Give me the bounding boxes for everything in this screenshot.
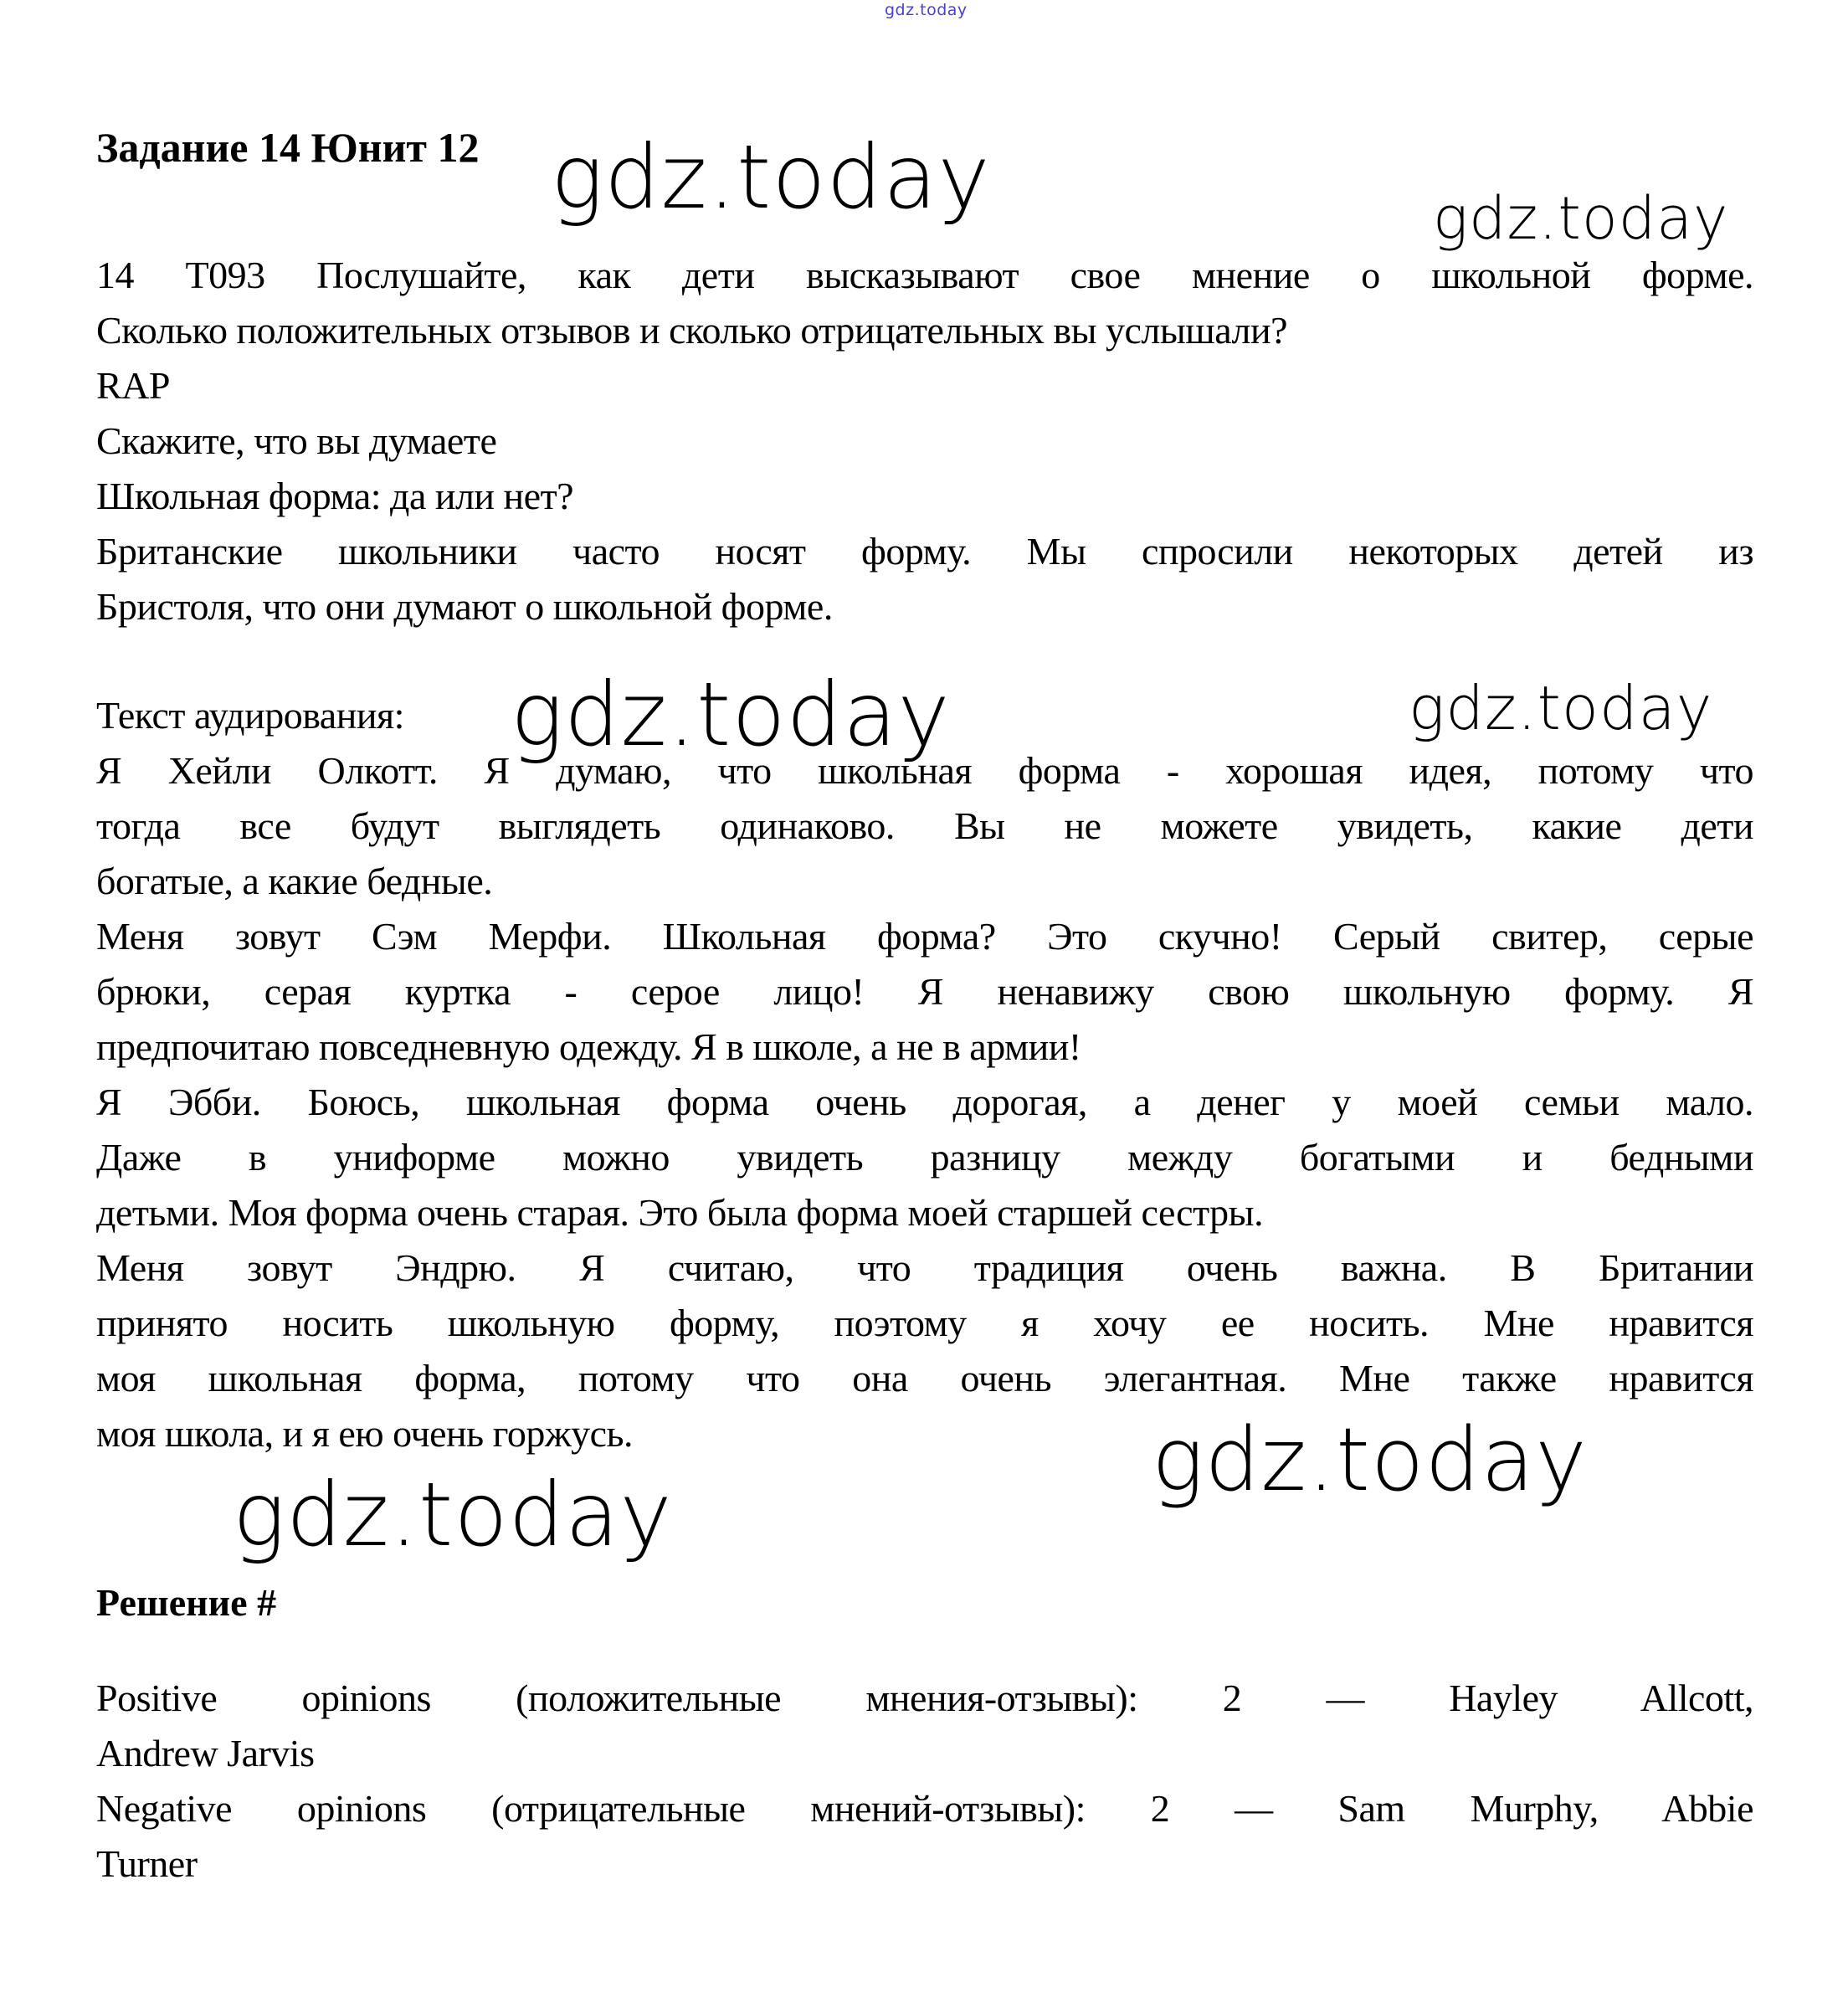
text-line: брюки, серая куртка - серое лицо! Я ненавижу свою школьную форму. Я (96, 970, 1753, 1013)
watermark-middle: gdz.today (511, 664, 951, 766)
watermark-top-right: gdz.today (1433, 184, 1729, 253)
task-description (96, 248, 1753, 634)
text-line: 14 Т093 Послушайте, как дети высказывают свое мнение о школьной форме. (96, 254, 1753, 296)
text-line: моя школа, и я ею очень горжусь. (96, 1412, 634, 1455)
text-line: богатые, а какие бедные. (96, 860, 493, 902)
text-line: тогда все будут выглядеть одинаково. Вы не можете увидеть, какие дети (96, 804, 1753, 847)
listening-transcript (96, 743, 1753, 1461)
watermark-top: gdz.today (885, 1, 968, 19)
text-line: Бристоля, что они думают о школьной форме. (96, 585, 833, 628)
watermark-middle-right: gdz.today (1409, 673, 1713, 743)
watermark-bottom-right: gdz.today (1152, 1409, 1588, 1511)
solution-answers (96, 1671, 1753, 1892)
watermark-bottom-left: gdz.today (233, 1464, 673, 1566)
text-line: Я Эбби. Боюсь, школьная форма очень дорогая, а денег у моей семьи мало. (96, 1081, 1753, 1123)
text-line: Меня зовут Сэм Мерфи. Школьная форма? Это скучно! Серый свитер, серые (96, 915, 1753, 958)
text-line: Negative opinions (отрицательные мнений-отзывы): 2 — Sam Murphy, Abbie (96, 1787, 1753, 1830)
text-line: Turner (96, 1842, 198, 1885)
text-line: принято носить школьную форму, поэтому я хочу ее носить. Мне нравится (96, 1302, 1753, 1344)
listening-label: Текст аудирования: (96, 694, 404, 737)
text-line: Andrew Jarvis (96, 1732, 315, 1774)
solution-heading: Решение # (96, 1581, 277, 1624)
text-line: Positive opinions (положительные мнения-отзывы): 2 — Hayley Allcott, (96, 1677, 1753, 1719)
text-line: Скажите, что вы думаете (96, 419, 497, 462)
text-line: Школьная форма: да или нет? (96, 475, 574, 517)
text-line: детьми. Моя форма очень старая. Это была форма моей старшей сестры. (96, 1191, 1264, 1234)
task-heading: Задание 14 Юнит 12 (96, 124, 480, 171)
text-line: Британские школьники часто носят форму. Мы спросили некоторых детей из (96, 530, 1753, 573)
text-line: Сколько положительных отзывов и сколько отрицательных вы услышали? (96, 309, 1288, 352)
text-line: Даже в униформе можно увидеть разницу между богатыми и бедными (96, 1136, 1753, 1179)
text-line: RAP (96, 364, 170, 407)
watermark-heading: gdz.today (551, 126, 991, 229)
page-content (0, 124, 1848, 1892)
text-line: моя школьная форма, потому что она очень элегантная. Мне также нравится (96, 1357, 1753, 1399)
text-line: Меня зовут Эндрю. Я считаю, что традиция очень важна. В Британии (96, 1246, 1753, 1289)
text-line: предпочитаю повседневную одежду. Я в школе, а не в армии! (96, 1025, 1081, 1068)
text-line: Я Хейли Олкотт. Я думаю, что школьная форма - хорошая идея, потому что (96, 749, 1753, 792)
